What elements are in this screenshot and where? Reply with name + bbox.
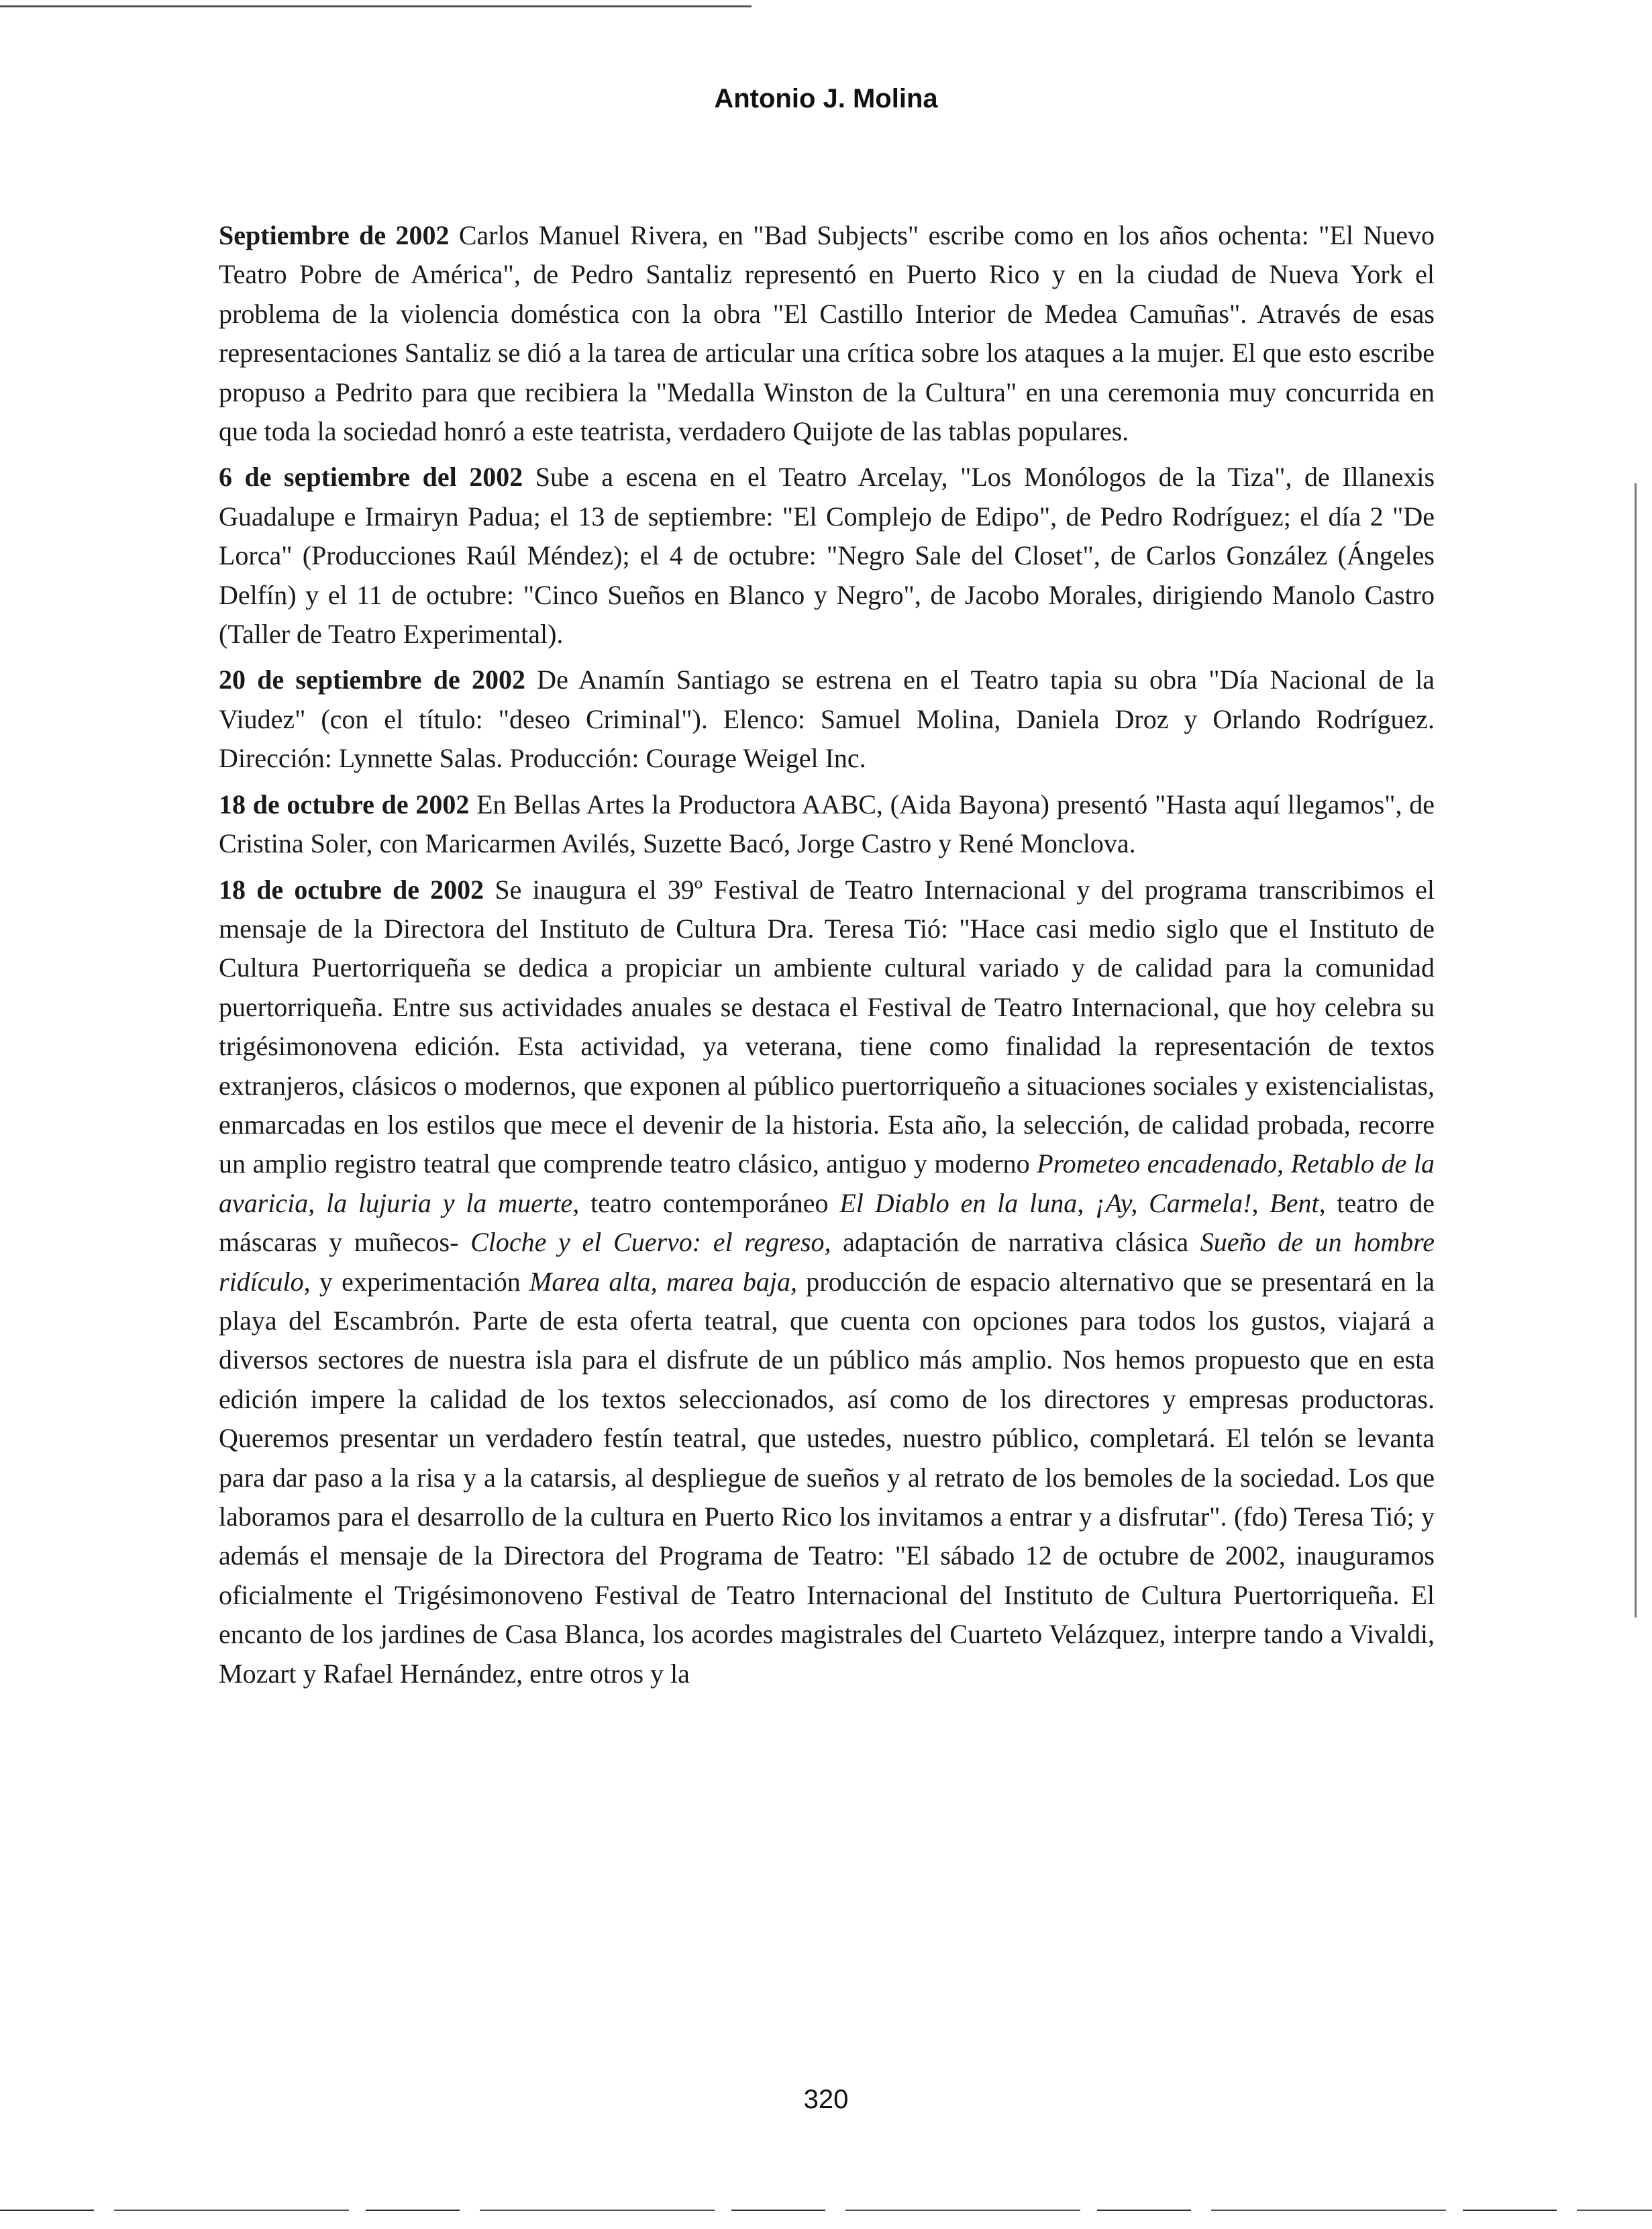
- running-header: Antonio J. Molina: [714, 84, 938, 113]
- entry-paragraph: [219, 458, 1435, 654]
- entry-paragraph-festival: [219, 871, 1435, 1694]
- entry-text: teatro contemporáneo: [579, 1187, 840, 1218]
- entry-text: adaptación de narrativa clásica: [831, 1227, 1200, 1258]
- entry-date: 18 de octubre de 2002: [219, 789, 470, 820]
- entry-date: Septiembre de 2002: [219, 220, 450, 250]
- play-titles: Cloche y el Cuervo: el regreso,: [470, 1227, 831, 1258]
- entry-paragraph: [219, 660, 1435, 778]
- entry-date: 18 de octubre de 2002: [219, 874, 484, 905]
- entry-text: Sube a escena en el Teatro Arcelay, "Los Monólogos de la Tiza", de Illanexis Guadalupe e Irmairyn Padua; el 13 de septiembre: "El Complejo de Edipo", de Pedro Rodríguez; el día 2 "De Lorca" (Producciones Raúl Méndez); el 4 de octubre: "Negro Sale del Closet", de Carlos González (Ángeles Delfín) y el 11 de octubre: "Cinco Sueños en Blanco y Negro", de Jacobo Morales, dirigiendo Manolo Castro (Taller de Teatro Experimental).: [219, 462, 1435, 650]
- page-number: 320: [803, 2085, 849, 2114]
- entry-text: En Bellas Artes la Productora AABC, (Aida Bayona) presentó "Hasta aquí llegamos", de Cristina Soler, con Maricarmen Avilés, Suzette Bacó, Jorge Castro y René Monclova.: [219, 789, 1435, 859]
- page-body: [219, 216, 1435, 1700]
- scan-edge-bottom: [0, 2210, 1652, 2211]
- scan-edge-top: [0, 5, 752, 7]
- entry-date: 6 de septiembre del 2002: [219, 462, 523, 493]
- entry-text: producción de espacio alternativo que se presentará en la playa del Escambrón. Parte de esta oferta teatral, que cuenta con opciones para todos los gustos, viajará a diversos sectores de nuestra isla para el disfrute de un público más amplio. Nos hemos propuesto que en esta edición impere la calidad de los textos seleccionados, así como de los directores y empresas productoras. Queremos presentar un verdadero festín teatral, que ustedes, nuestro público, completará. El telón se levanta para dar paso a la risa y a la catarsis, al despliegue de sueños y al retrato de los bemoles de la sociedad. Los que laboramos para el desarrollo de la cultura en Puerto Rico los invitamos a entrar y a disfrutar". (fdo) Teresa Tió; y además el mensaje de la Directora del Programa de Teatro: "El sábado 12 de octubre de 2002, inauguramos oficialmente el Trigésimonoveno Festival de Teatro Internacional del Instituto de Cultura Puertorriqueña. El encanto de los jardines de Casa Blanca, los acordes magistrales del Cuarteto Velázquez, interpre tando a Vivaldi, Mozart y Rafael Hernández, entre otros y la: [219, 1266, 1435, 1689]
- entry-text: Carlos Manuel Rivera, en "Bad Subjects" escribe como en los años ochenta: "El Nuevo Teatro Pobre de América", de Pedro Santaliz representó en Puerto Rico y en la ciudad de Nueva York el problema de la violencia doméstica con la obra "El Castillo Interior de Medea Camuñas". Através de esas representaciones Santaliz se dió a la tarea de articular una crítica sobre los ataques a la mujer. El que esto escribe propuso a Pedrito para que recibiera la "Medalla Winston de la Cultura" en una ceremonia muy concurrida en que toda la sociedad honró a este teatrista, verdadero Quijote de las tablas populares.: [219, 220, 1435, 447]
- entry-paragraph: [219, 216, 1435, 451]
- entry-text: teatro de máscaras y muñecos-: [219, 1187, 1435, 1258]
- entry-date: 20 de septiembre de 2002: [219, 664, 525, 695]
- play-titles: Marea alta, marea baja,: [529, 1266, 797, 1297]
- play-titles: El Diablo en la luna, ¡Ay, Carmela!, Bent,: [839, 1187, 1326, 1218]
- entry-paragraph: [219, 785, 1435, 864]
- entry-text: y experimentación: [310, 1266, 529, 1297]
- play-titles: Prometeo encadenado, Retablo de la avaricia, la lujuria y la muerte,: [219, 1148, 1435, 1218]
- entry-text: Se inaugura el 39º Festival de Teatro Internacional y del programa transcribimos el mensaje de la Directora del Instituto de Cultura Dra. Teresa Tió: "Hace casi medio siglo que el Instituto de Cultura Puertorriqueña se dedica a propiciar un ambiente cultural variado y de calidad para la comunidad puertorriqueña. Entre sus actividades anuales se destaca el Festival de Teatro Internacional, que hoy celebra su trigésimonovena edición. Esta actividad, ya veterana, tiene como finalidad la representación de textos extranjeros, clásicos o modernos, que exponen al público puertorriqueño a situaciones sociales y existencialistas, enmarcadas en los estilos que mece el devenir de la historia. Esta año, la selección, de calidad probada, recorre un amplio registro teatral que comprende teatro clásico, antiguo y moderno: [219, 874, 1435, 1179]
- entry-text: De Anamín Santiago se estrena en el Teatro tapia su obra "Día Nacional de la Viudez" (con el título: "deseo Criminal"). Elenco: Samuel Molina, Daniela Droz y Orlando Rodríguez. Dirección: Lynnette Salas. Producción: Courage Weigel Inc.: [219, 664, 1435, 774]
- play-titles: Sueño de un hombre ridículo,: [219, 1227, 1435, 1297]
- scan-edge-right: [1635, 483, 1637, 1618]
